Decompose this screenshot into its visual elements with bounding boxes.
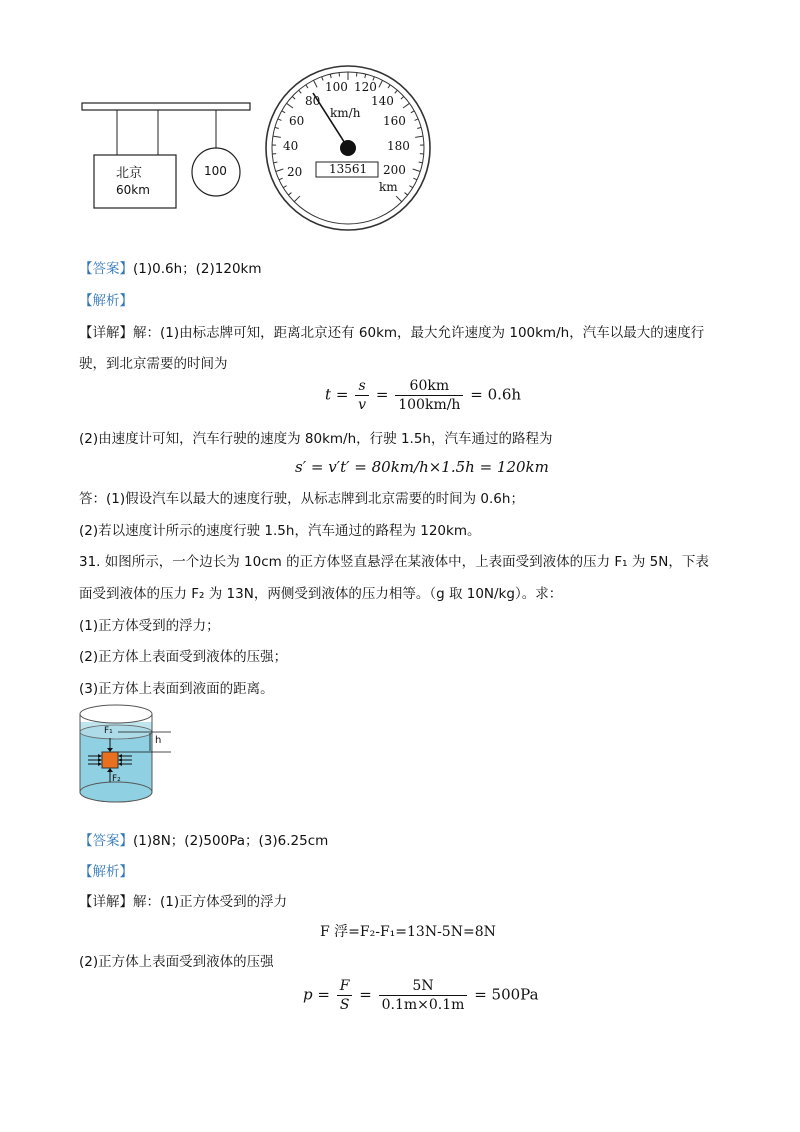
- q30-equation-time: t = $\frac{s}{v}$ = $\frac{60km}{100km/h}$ = 0.6h: [325, 378, 522, 413]
- q30-line3: (2)由速度计可知，汽车行驶的速度为 80km/h，行驶 1.5h，汽车通过的路程为: [79, 431, 553, 447]
- label-f1: F₁: [104, 726, 113, 736]
- speedometer-unit: km/h: [330, 106, 361, 120]
- tick-label-60: 60: [289, 114, 305, 128]
- cylinder-figure: [76, 702, 186, 808]
- label-h: h: [155, 735, 162, 746]
- q31-analysis-tag: 【解析】: [79, 864, 133, 880]
- q30-detail-line1: 【详解】解：(1)由标志牌可知，距离北京还有 60km，最大允许速度为 100km/h，汽车以最大的速度行: [79, 325, 705, 341]
- tick-label-160: 160: [383, 114, 406, 128]
- tick-label-20: 20: [287, 165, 303, 179]
- answer-tag: 【答案】: [79, 833, 133, 849]
- speedometer: [263, 63, 433, 233]
- q31-stem-line2: 面受到液体的压力 F₂ 为 13N，两侧受到液体的压力相等。（g 取 10N/kg）。求：: [79, 586, 563, 602]
- tick-label-100: 100: [325, 80, 348, 94]
- speed-limit-value: 100: [204, 164, 227, 178]
- answer-text: (1)8N；(2)500Pa；(3)6.25cm: [133, 833, 329, 849]
- tick-label-140: 140: [371, 94, 394, 108]
- signpost-figure: [80, 100, 255, 220]
- q31-stem-line1: 31. 如图所示，一个边长为 10cm 的正方体竖直悬浮在某液体中，上表面受到液体的压力 F₁ 为 5N，下表: [79, 554, 709, 570]
- answer-tag: 【答案】: [79, 261, 133, 277]
- odometer-value: 13561: [329, 162, 368, 176]
- q30-answer: [79, 259, 262, 279]
- q31-equation-buoyancy: F 浮=F₂-F₁=13N-5N=8N: [320, 924, 496, 940]
- answer-text: (1)0.6h；(2)120km: [133, 261, 262, 277]
- odometer-unit: km: [379, 180, 398, 194]
- tick-label-40: 40: [283, 139, 299, 153]
- q31-detail2: (2)正方体上表面受到液体的压强: [79, 954, 274, 970]
- tick-label-80: 80: [305, 94, 321, 108]
- sign-city: 北京: [116, 166, 143, 181]
- tick-label-180: 180: [387, 139, 410, 153]
- q30-conclusion-2: (2)若以速度计所示的速度行驶 1.5h，汽车通过的路程为 120km。: [79, 523, 481, 539]
- q31-equation-pressure: p = $\frac{F}{S}$ = $\frac{5N}{0.1m\times 0.1m}$ = 500Pa: [303, 978, 539, 1013]
- q30-detail-line2: 驶，到北京需要的时间为: [79, 356, 228, 372]
- q31-detail1: 【详解】解：(1)正方体受到的浮力: [79, 894, 288, 910]
- q31-sub1: (1)正方体受到的浮力；: [79, 618, 220, 634]
- q30-conclusion-1: 答：(1)假设汽车以最大的速度行驶，从标志牌到北京需要的时间为 0.6h；: [79, 491, 524, 507]
- label-f2: F₂: [112, 774, 121, 784]
- q31-sub3: (3)正方体上表面到液面的距离。: [79, 681, 274, 697]
- tick-label-200: 200: [383, 163, 406, 177]
- tick-label-120: 120: [354, 80, 377, 94]
- sign-distance: 60km: [116, 183, 150, 197]
- q31-sub2: (2)正方体上表面受到液体的压强；: [79, 649, 288, 665]
- q31-answer: [79, 831, 328, 851]
- q30-equation-distance: s′ = v′t′ = 80km/h×1.5h = 120km: [295, 458, 549, 476]
- q30-analysis-tag: 【解析】: [79, 293, 133, 309]
